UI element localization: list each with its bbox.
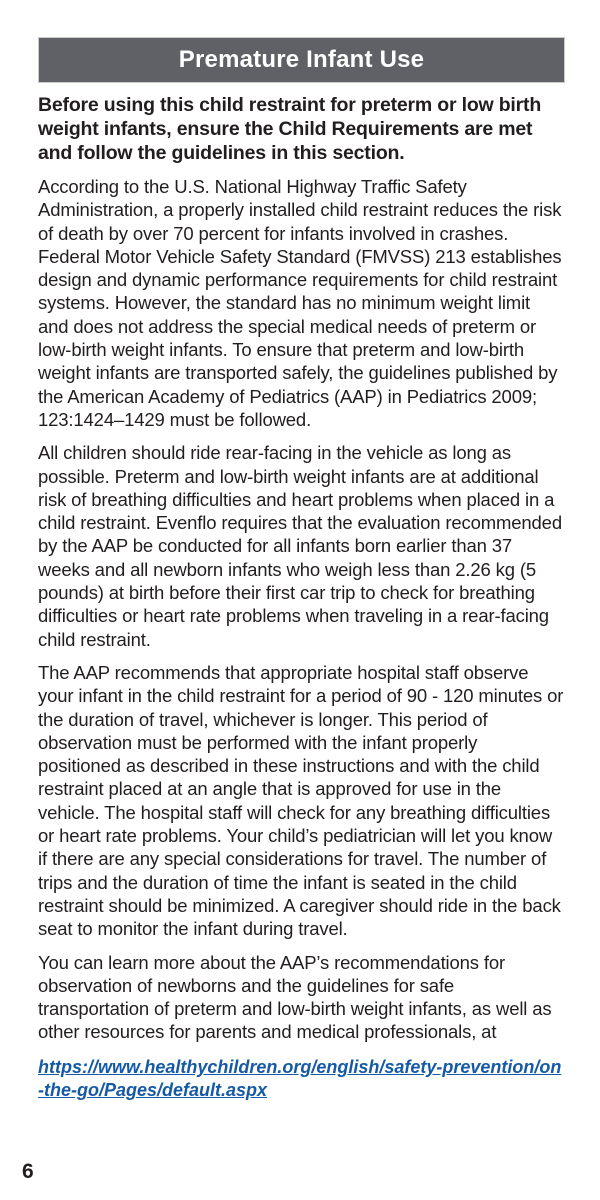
link-paragraph <box>38 1056 565 1103</box>
paragraph-learn-more: You can learn more about the AAP’s recommendations for observation of newborns and the guidelines for safe transportation of preterm and low-birth weight infants, as well as other resources for parents and medical professionals, at <box>38 951 552 1043</box>
lead-paragraph: Before using this child restraint for preterm or low birth weight infants, ensure the Child Requirements are met and follow the guidelines in this section. <box>38 94 542 164</box>
section-header-bar <box>38 37 565 83</box>
paragraph-nhtsa: According to the U.S. National Highway Traffic Safety Administration, a properly installed child restraint reduces the risk of death by over 70 percent for infants involved in crashes. Federal Motor Vehicle Safety Standard (FMVSS) 213 establishes design and dynamic performance requirements for child restraint systems. However, the standard has no minimum weight limit and does not address the special medical needs of preterm or low-birth weight infants. To ensure that preterm and low-birth weight infants are transported safely, the guidelines published by the American Academy of Pediatrics (AAP) in Pediatrics 2009; 123:1424–1429 must be followed. <box>38 176 562 430</box>
healthychildren-link[interactable]: https://www.healthychildren.org/english/safety-prevention/on-the-go/Pages/default.aspx <box>38 1056 562 1101</box>
page-number: 6 <box>22 1160 34 1183</box>
section-title: Premature Infant Use <box>178 46 425 73</box>
paragraph-rear-facing: All children should ride rear-facing in the vehicle as long as possible. Preterm and low-birth weight infants are at additional risk of breathing difficulties and heart problems when placed in a child restraint. Evenflo requires that the evaluation recommended by the AAP be conducted for all infants born earlier than 37 weeks and all newborn infants who weigh less than 2.26 kg (5 pounds) at birth before their first car trip to check for breathing difficulties or heart rate problems when traveling in a rear-facing child restraint. <box>38 442 562 650</box>
page-content <box>38 37 565 1103</box>
paragraph-aap-observation: The AAP recommends that appropriate hospital staff observe your infant in the child restraint for a period of 90 - 120 minutes or the duration of travel, whichever is longer. This period of observation must be performed with the infant properly positioned as described in these instructions and with the child restraint placed at an angle that is approved for use in the vehicle. The hospital staff will check for any breathing difficulties or heart rate problems. Your child’s pediatrician will let you know if there are any special considerations for travel. The number of trips and the duration of time the infant is seated in the child restraint should be minimized. A caregiver should ride in the back seat to monitor the infant during travel. <box>38 661 564 940</box>
